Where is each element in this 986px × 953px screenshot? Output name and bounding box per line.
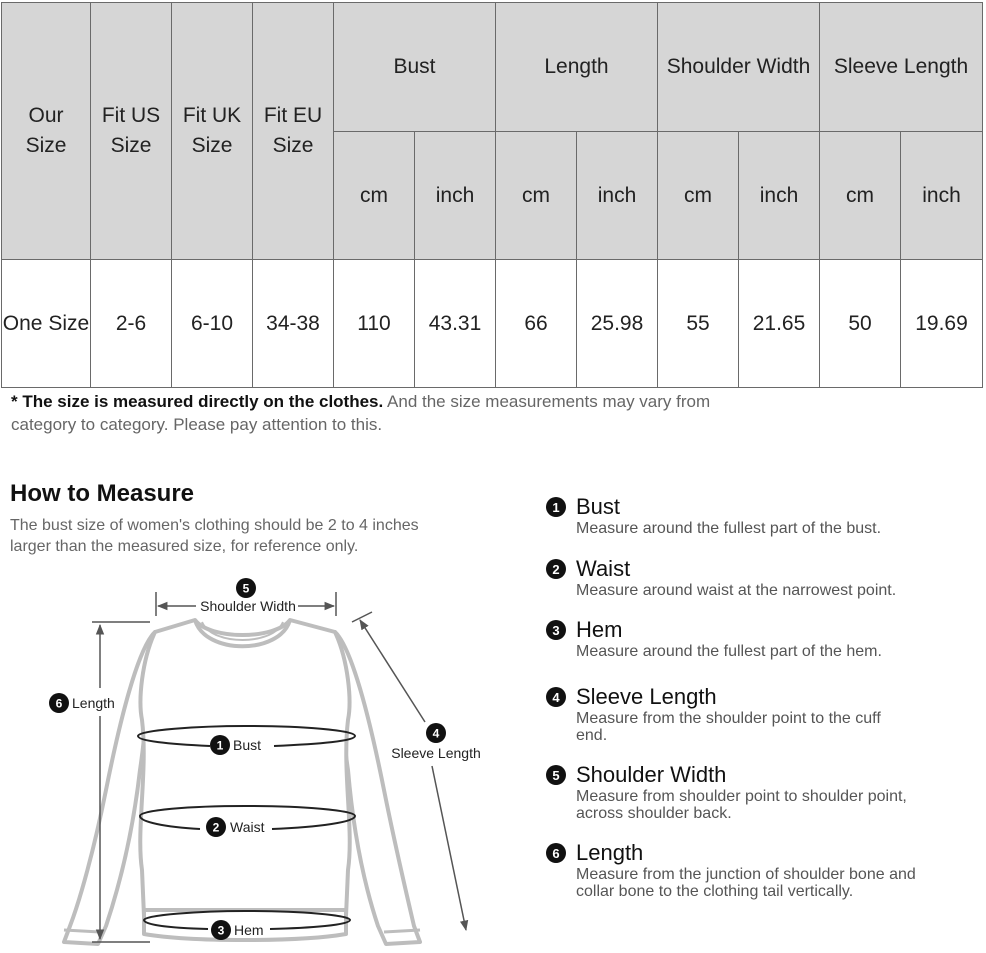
size-note-bold: * The size is measured directly on the clothes. [11,392,384,411]
diagram-text-length: Length [72,695,115,711]
diagram-text-hem: Hem [234,922,264,938]
measure-name: Bust [576,494,621,519]
unit-header: cm [334,132,415,260]
table-cell: 55 [658,260,739,388]
measure-name: Length [576,840,644,865]
measure-item-waist [546,556,956,599]
number-badge-text: 4 [432,726,440,741]
unit-header: inch [739,132,820,260]
measure-description: Measure around waist at the narrowest point. [576,582,897,599]
measure-name: Waist [576,556,631,581]
table-cell: 110 [334,260,415,388]
header-shoulder-width: Shoulder Width [658,3,820,132]
header-fit-us: Fit US Size [91,3,172,260]
header-sleeve-length: Sleeve Length [820,3,983,132]
measure-description: Measure from the junction of shoulder bone and collar bone to the clothing tail vertically. [576,866,916,900]
number-badge-text: 1 [216,738,224,753]
header-length: Length [496,3,658,132]
table-cell: One Size [2,260,91,388]
measure-item-bust [546,494,956,537]
number-badge-icon: 3 [546,620,566,640]
header-our-size: Our Size [2,3,91,260]
unit-header: cm [658,132,739,260]
table-cell: 43.31 [415,260,496,388]
unit-header: inch [577,132,658,260]
header-fit-eu: Fit EU Size [253,3,334,260]
number-badge-text: 2 [212,820,220,835]
header-fit-uk: Fit UK Size [172,3,253,260]
diagram-label-waist [206,817,265,837]
measure-description: Measure around the fullest part of the hem. [576,643,882,660]
size-chart-table [1,2,983,388]
unit-header: inch [415,132,496,260]
number-badge-icon: 6 [546,843,566,863]
size-note [11,390,771,436]
diagram-label-hem [211,920,264,940]
diagram-text-bust: Bust [233,737,262,753]
measure-item-hem [546,617,956,660]
diagram-text-sleeve-length: Sleeve Length [391,745,481,761]
table-cell: 34-38 [253,260,334,388]
table-cell: 6-10 [172,260,253,388]
size-note-text: And the size measurements may vary from category to category. Please pay attention to this. [11,392,711,434]
number-badge-text: 5 [242,581,250,596]
diagram-label-shoulder-width [200,578,296,614]
number-badge-text: 6 [55,696,63,711]
measure-description: Measure from shoulder point to shoulder point, across shoulder back. [576,788,907,822]
table-row [2,260,983,388]
table-cell: 25.98 [577,260,658,388]
measure-description: Measure from the shoulder point to the cuff end. [576,710,881,744]
how-to-measure-title: How to Measure [10,480,195,507]
number-badge-icon: 4 [546,687,566,707]
diagram-label-sleeve-length [391,723,481,761]
diagram-label-length [49,693,115,713]
unit-header: inch [901,132,983,260]
measure-name: Sleeve Length [576,684,717,709]
diagram-text-shoulder-width: Shoulder Width [200,598,296,614]
sweater-outline [64,620,420,944]
measure-item-shoulder-width [546,762,946,822]
table-cell: 66 [496,260,577,388]
measure-description: Measure around the fullest part of the bust. [576,520,882,537]
table-cell: 21.65 [739,260,820,388]
unit-header: cm [496,132,577,260]
measure-name: Hem [576,617,623,642]
diagram-text-waist: Waist [230,819,265,835]
number-badge-icon: 5 [546,765,566,785]
measure-item-length [546,840,926,900]
how-to-measure-description: The bust size of women's clothing should be 2 to 4 inches larger than the measured size, for reference only. [10,517,419,555]
measure-name: Shoulder Width [576,762,727,787]
measure-item-sleeve-length [546,684,896,744]
header-bust: Bust [334,3,496,132]
number-badge-icon: 2 [546,559,566,579]
number-badge-text: 3 [217,923,225,938]
table-cell: 2-6 [91,260,172,388]
diagram-label-bust [210,735,261,755]
table-cell: 19.69 [901,260,983,388]
table-cell: 50 [820,260,901,388]
sweater-measurement-diagram [0,570,520,953]
unit-header: cm [820,132,901,260]
number-badge-icon: 1 [546,497,566,517]
